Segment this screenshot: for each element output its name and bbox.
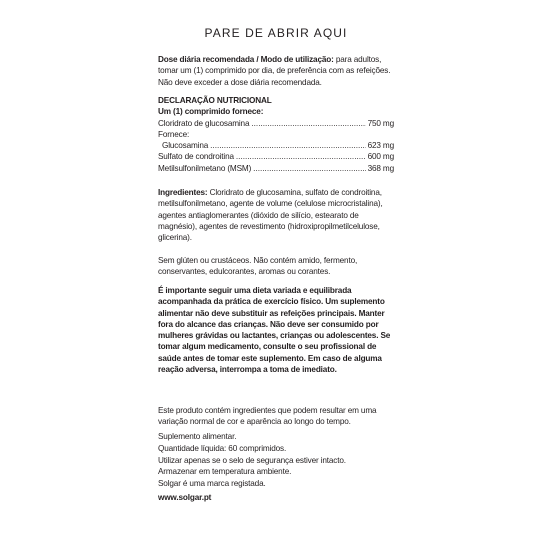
seal-text: Utilizar apenas se o selo de segurança estiver intacto. (158, 455, 346, 465)
nutrient-value: 368 mg (367, 163, 394, 173)
dose-text: para adultos, tomar um (1) comprimido por dia, de preferência com as refeições. Não deve exceder a dose diária recomendada. (158, 55, 391, 87)
nutrient-name: Metilsulfonilmetano (MSM) (158, 163, 252, 173)
nutrition-row (158, 129, 394, 140)
nutrition-title: DECLARAÇÃO NUTRICIONAL (158, 96, 272, 105)
quantity-text: Quantidade líquida: 60 comprimidos. (158, 443, 287, 453)
supplement-text: Suplemento alimentar. (158, 432, 237, 442)
ingredients-paragraph (158, 187, 394, 243)
variation-text: Este produto contém ingredientes que podem resultar em uma variação normal de cor e aparência ao longo do tempo. (158, 406, 377, 427)
leader-dots (251, 118, 365, 129)
dose-paragraph (158, 54, 394, 88)
dose-label: Dose diária recomendada / Modo de utilização: (158, 55, 334, 64)
leader-dots (210, 140, 365, 151)
warning-text: É importante seguir uma dieta variada e equilibrada acompanhada da prática de exercício físico. Um suplemento alimentar não deve substituir as refeições principais. Manter fora do alcance das crianças. Não deve ser consumido por mulheres grávidas ou lactantes, crianças ou adolescentes. Se tomar algum medicamento, consulte o seu profissional de saúde antes de tomar este suplemento. Em caso de alguma reação adversa, interrompa a toma de imediato. (158, 286, 391, 375)
nutrition-row (158, 163, 394, 174)
storage-text: Armazenar em temperatura ambiente. (158, 467, 292, 477)
leader-dots (236, 151, 366, 162)
nutrient-name: Glucosamina (162, 141, 209, 151)
nutrient-value: 623 mg (367, 141, 394, 151)
nutrient-name: Sulfato de condroitina (158, 152, 234, 162)
leader-dots (253, 163, 365, 174)
website-link[interactable]: www.solgar.pt (158, 492, 212, 502)
nutrient-value: 750 mg (367, 118, 394, 128)
free-from-text: Sem glúten ou crustáceos. Não contém amido, fermento, conservantes, edulcorantes, aromas ou corantes. (158, 256, 358, 277)
nutrient-name: Fornece: (158, 129, 190, 139)
nutrition-row (158, 140, 394, 151)
ingredients-label: Ingredientes: (158, 188, 208, 197)
trademark-text: Solgar é uma marca registada. (158, 479, 266, 489)
nutrition-row (158, 151, 394, 162)
nutrient-value: 600 mg (367, 152, 394, 162)
additional-info (158, 405, 394, 503)
nutrient-name: Cloridrato de glucosamina (158, 118, 250, 128)
open-here-heading: PARE DE ABRIR AQUI (204, 26, 348, 40)
ingredients-text: Cloridrato de glucosamina, sulfato de condroitina, metilsulfonilmetano, agente de volume (celulose microcristalina), agentes antiaglomerantes (dióxido de silício, estearato de magnésio), agentes de revestimento (hidroxipropilmetilcelulose, glicerina). (158, 188, 383, 243)
nutrition-declaration (158, 95, 394, 174)
product-label (158, 0, 394, 546)
nutrition-row (158, 118, 394, 129)
nutrition-subtitle: Um (1) comprimido fornece: (158, 107, 264, 117)
